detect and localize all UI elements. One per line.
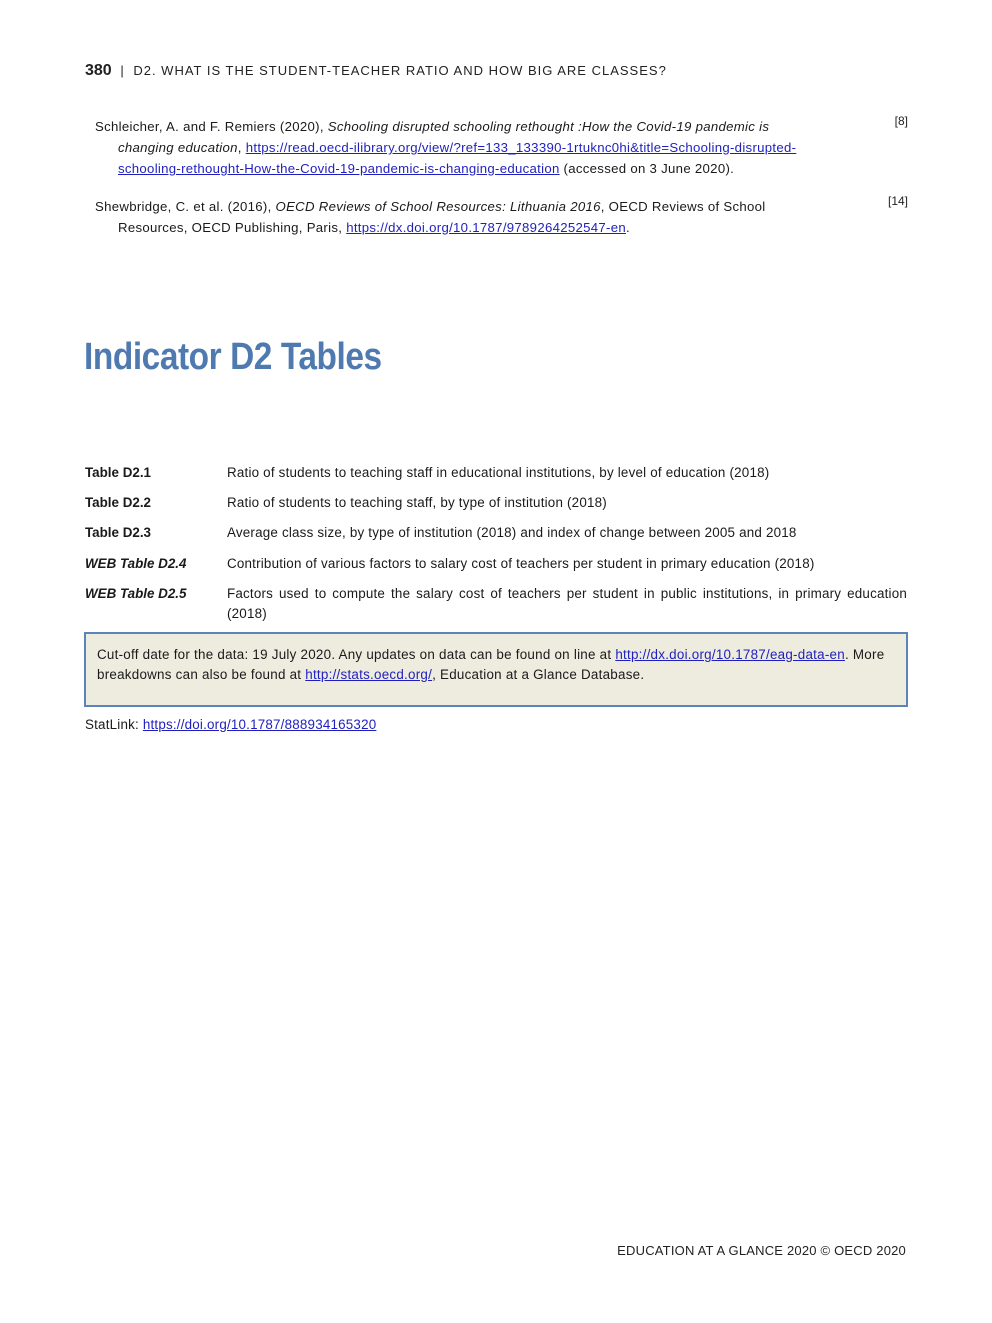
table-list-item[interactable]: [85, 554, 907, 574]
reference-publisher: Resources, OECD Publishing, Paris,: [118, 220, 347, 235]
chapter-title: D2. WHAT IS THE STUDENT-TEACHER RATIO AND HOW BIG ARE CLASSES?: [133, 63, 667, 78]
table-description: Factors used to compute the salary cost of teachers per student in public institutions, in primary education (2018): [227, 586, 907, 621]
table-list-item[interactable]: [85, 463, 907, 483]
table-label: WEB Table D2.4: [85, 556, 187, 571]
eag-data-link[interactable]: http://dx.doi.org/10.1787/eag-data-en: [615, 647, 845, 662]
reference-number: [8]: [894, 114, 908, 128]
reference-series: , OECD Reviews of School: [600, 199, 766, 214]
table-description: Contribution of various factors to salary cost of teachers per student in primary education (2018): [227, 556, 815, 571]
table-label: Table D2.2: [85, 495, 151, 510]
reference-authors: Shewbridge, C. et al. (2016),: [95, 199, 276, 214]
reference-entry: [95, 116, 855, 179]
indicator-title: Indicator D2 Tables: [84, 336, 382, 378]
reference-accessed: (accessed on 3 June 2020).: [559, 161, 735, 176]
cutoff-text: . More breakdowns can also be found at: [97, 647, 885, 682]
running-header: [85, 62, 667, 80]
oecd-stats-link[interactable]: http://stats.oecd.org/: [305, 667, 433, 682]
reference-title: OECD Reviews of School Resources: Lithuania 2016: [275, 199, 601, 214]
table-description: Ratio of students to teaching staff, by type of institution (2018): [227, 495, 607, 510]
table-list-item[interactable]: [85, 584, 907, 624]
reference-title-continued: changing education: [118, 140, 238, 155]
table-list-item[interactable]: [85, 523, 907, 543]
table-description: Average class size, by type of institution (2018) and index of change between 2005 and 2018: [227, 525, 797, 540]
statlink-link[interactable]: https://doi.org/10.1787/888934165320: [142, 717, 377, 732]
reference-link[interactable]: https://read.oecd-ilibrary.org/view/?ref=133_133390-1rtuknc0hi&title=Schooling-disrupted-: [245, 140, 797, 155]
table-list-item[interactable]: [85, 493, 907, 513]
statlink: [85, 717, 376, 732]
cutoff-text: , Education at a Glance Database.: [432, 667, 645, 682]
cutoff-text: Cut-off date for the data: 19 July 2020. Any updates on data can be found on line at: [97, 647, 616, 662]
reference-punctuation: ,: [237, 140, 246, 155]
header-separator: |: [120, 63, 125, 78]
cutoff-note-box: [84, 632, 908, 707]
table-label: WEB Table D2.5: [85, 586, 187, 601]
reference-entry: [95, 196, 855, 238]
statlink-label: StatLink:: [85, 717, 143, 732]
reference-end: .: [626, 220, 630, 235]
table-label: Table D2.1: [85, 465, 151, 480]
reference-number: [14]: [887, 194, 908, 208]
page-number: 380: [85, 62, 112, 79]
reference-link-continued[interactable]: schooling-rethought-How-the-Covid-19-pandemic-is-changing-education: [118, 161, 560, 176]
reference-authors: Schleicher, A. and F. Remiers (2020),: [95, 119, 328, 134]
table-label: Table D2.3: [85, 525, 151, 540]
page-footer: EDUCATION AT A GLANCE 2020 © OECD 2020: [617, 1243, 906, 1258]
table-description: Ratio of students to teaching staff in educational institutions, by level of education (2018): [227, 465, 770, 480]
reference-title: Schooling disrupted schooling rethought :How the Covid-19 pandemic is: [327, 119, 770, 134]
reference-link[interactable]: https://dx.doi.org/10.1787/9789264252547-en: [346, 220, 626, 235]
